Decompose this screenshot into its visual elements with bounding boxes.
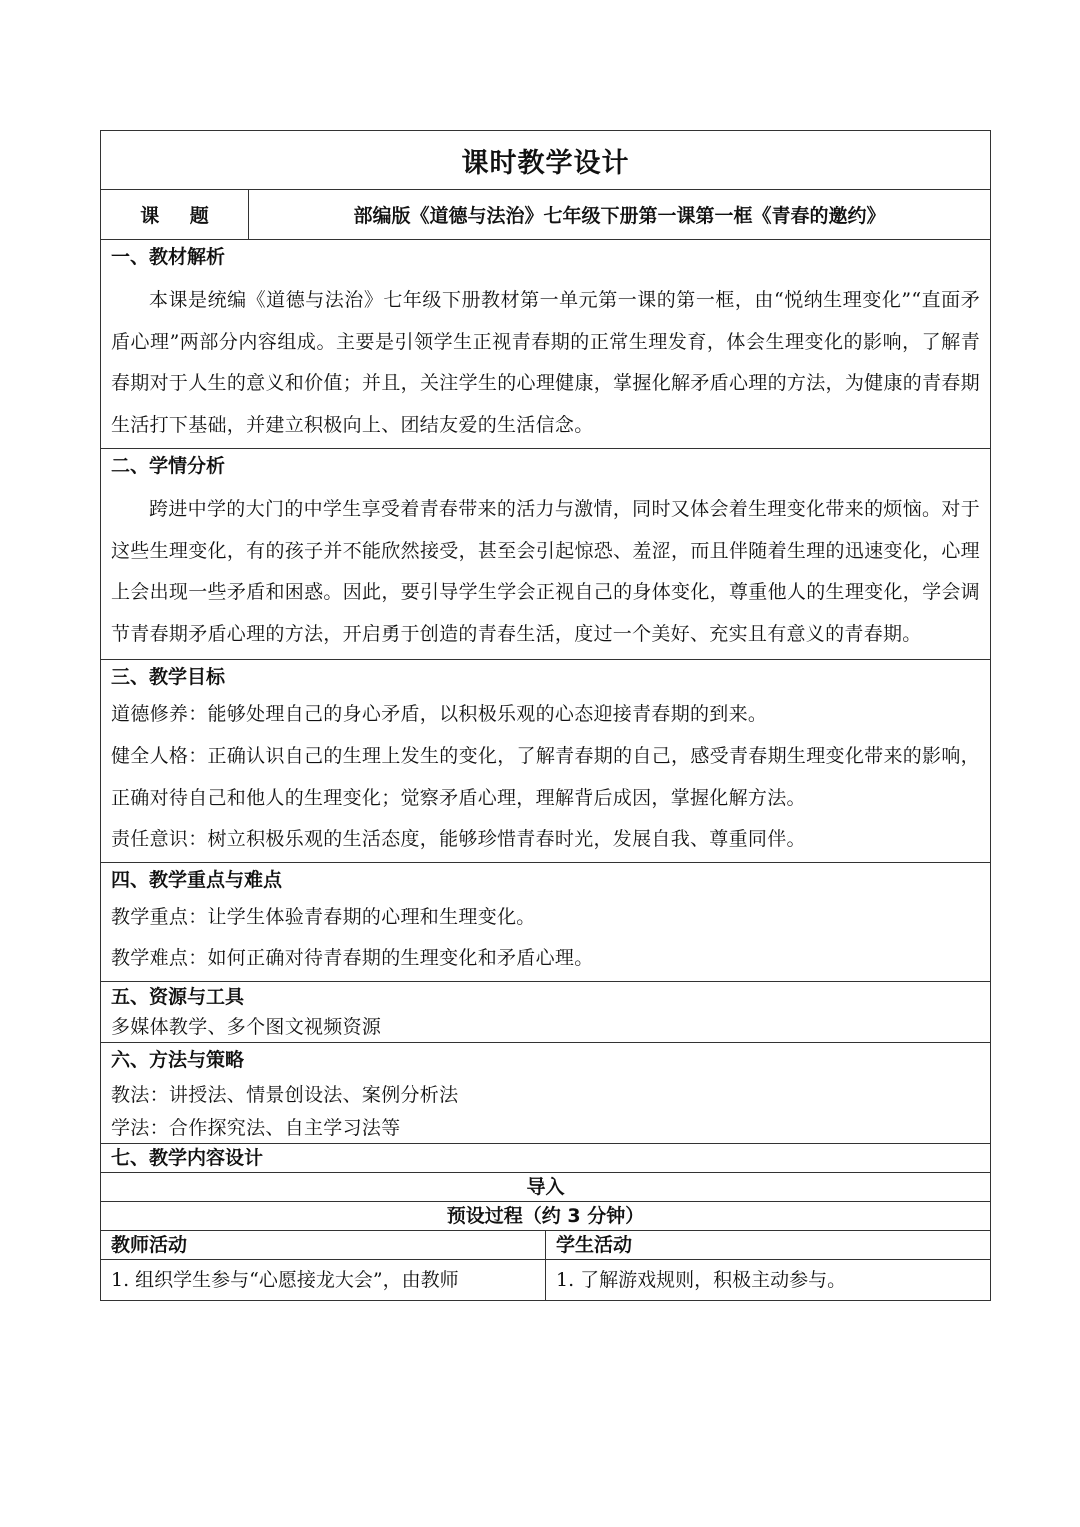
learning-method: 学法：合作探究法、自主学习法等: [111, 1117, 401, 1139]
goal-personality: 健全人格：正确认识自己的生理上发生的变化，了解青春期的自己，感受青春期生理变化带来的影响，正确对待自己和他人的生理变化；觉察矛盾心理，理解背后成因，掌握化解方法。: [111, 745, 980, 809]
section-heading: 一、教材解析: [111, 246, 226, 268]
teacher-activity-1: 1. 组织学生参与“心愿接龙大会”，由教师: [101, 1260, 546, 1300]
section-key-points: [101, 862, 990, 981]
intro-row: 导入: [101, 1172, 990, 1201]
lesson-plan-table: [100, 130, 991, 1301]
section-content-design: [101, 1143, 990, 1172]
teacher-activity-header: 教师活动: [101, 1231, 546, 1259]
section-methods: [101, 1042, 990, 1143]
student-activity-header: 学生活动: [556, 1234, 633, 1256]
document-title: 课时教学设计: [461, 147, 630, 179]
goal-responsibility: 责任意识：树立积极乐观的生活态度，能够珍惜青春时光，发展自我、尊重同伴。: [111, 828, 806, 850]
topic-row: [101, 189, 990, 239]
section-paragraph: 跨进中学的大门的中学生享受着青春带来的活力与激情，同时又体会着生理变化带来的烦恼。对于这些生理变化，有的孩子并不能欣然接受，甚至会引起惊恐、羞涩，而且伴随着生理的迅速变化，心理上会出现一些矛盾和困惑。因此，要引导学生学会正视自己的身体变化，尊重他人的生理变化，学会调节青春期矛盾心理的方法，开启勇于创造的青春生活，度过一个美好、充实且有意义的青春期。: [111, 498, 980, 645]
goal-moral: 道德修养：能够处理自己的身心矛盾，以积极乐观的心态迎接青春期的到来。: [111, 703, 768, 725]
section-heading: 四、教学重点与难点: [111, 869, 283, 891]
section-heading: 三、教学目标: [111, 666, 226, 688]
difficulty-point: 教学难点：如何正确对待青春期的生理变化和矛盾心理。: [111, 947, 594, 969]
section-paragraph: 本课是统编《道德与法治》七年级下册教材第一单元第一课的第一框，由“悦纳生理变化”“直面矛盾心理”两部分内容组成。主要是引领学生正视青春期的正常生理发育，体会生理变化的影响，了解青春期对于人生的意义和价值；并且，关注学生的心理健康，掌握化解矛盾心理的方法，为健康的青春期生活打下基础，并建立积极向上、团结友爱的生活信念。: [111, 289, 980, 436]
key-point: 教学重点：让学生体验青春期的心理和生理变化。: [111, 906, 536, 928]
topic-value: 部编版《道德与法治》七年级下册第一课第一框《青春的邀约》: [353, 205, 886, 227]
section-teaching-goals: [101, 659, 990, 862]
topic-label: 课 题: [101, 190, 249, 239]
process-row: 预设过程（约 3 分钟）: [101, 1201, 990, 1230]
section-student-analysis: [101, 448, 990, 659]
section-heading: 二、学情分析: [111, 455, 226, 477]
student-activity-1: 1. 了解游戏规则，积极主动参与。: [556, 1269, 847, 1291]
section-textbook-analysis: [101, 239, 990, 448]
section-heading: 五、资源与工具: [111, 986, 245, 1008]
activity-row: [101, 1259, 990, 1300]
section-heading: 六、方法与策略: [111, 1049, 245, 1071]
section-heading: 七、教学内容设计: [111, 1147, 264, 1169]
activity-header-row: [101, 1230, 990, 1259]
resources-text: 多媒体教学、多个图文视频资源: [111, 1016, 382, 1038]
teaching-method: 教法：讲授法、情景创设法、案例分析法: [111, 1084, 459, 1106]
section-resources: [101, 981, 990, 1042]
